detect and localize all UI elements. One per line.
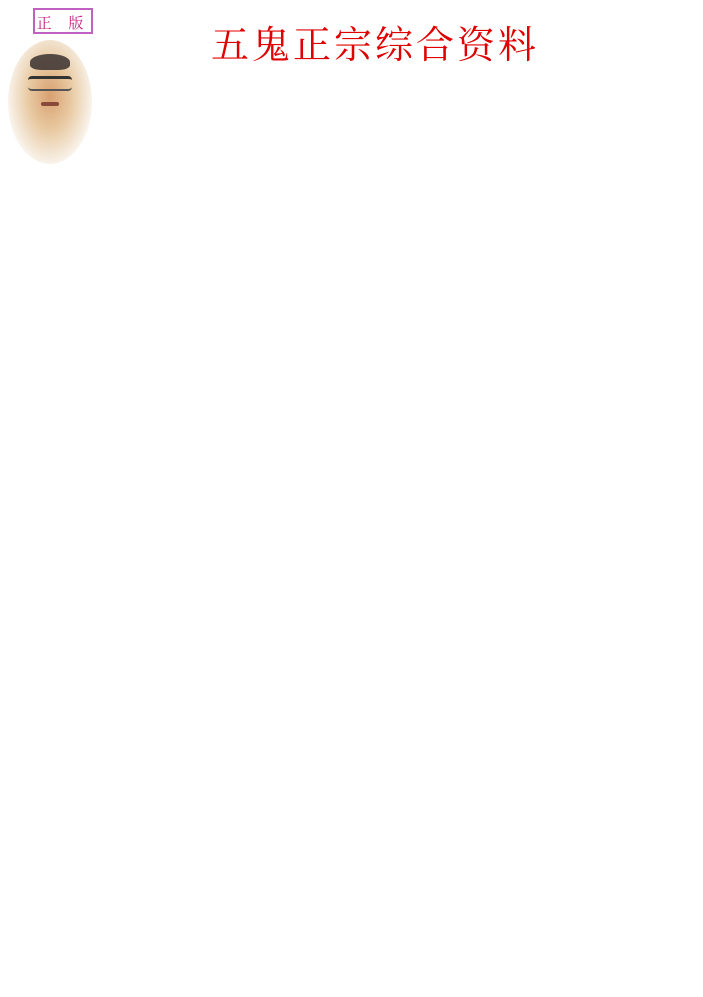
edition-badge: 正 版 [33, 8, 93, 34]
page-title: 五鬼正宗综合资料 [210, 23, 539, 67]
